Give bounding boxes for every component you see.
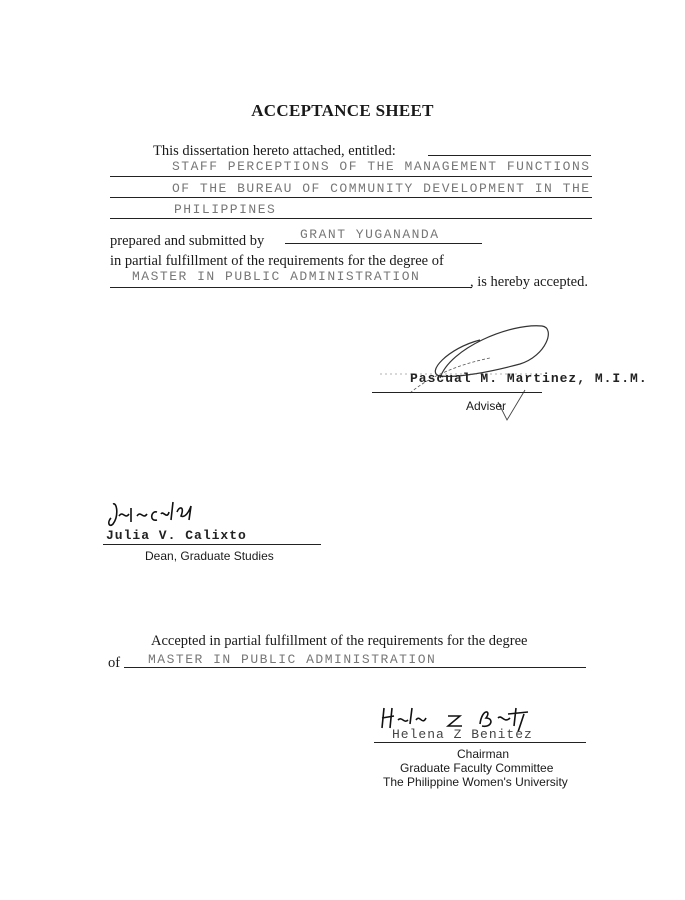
- adviser-rule: [372, 392, 542, 393]
- intro-text: This dissertation hereto attached, entitled:: [153, 143, 396, 159]
- chairman-role: Chairman: [457, 747, 510, 761]
- dissertation-title-line-3: PHILIPPINES: [174, 202, 277, 217]
- chairman-university: The Philippine Women's University: [383, 775, 568, 789]
- dean-rule: [103, 544, 321, 545]
- dean-name: Julia V. Calixto: [106, 528, 247, 543]
- prepared-label: prepared and submitted by: [110, 233, 265, 249]
- author-rule: [285, 243, 482, 244]
- accepted-text: , is hereby accepted.: [470, 274, 588, 290]
- intro-rule: [428, 155, 591, 156]
- partial-fulfillment-text: in partial fulfillment of the requirements for the degree of: [110, 253, 444, 269]
- title-rule-1: [110, 176, 592, 177]
- chairman-rule: [374, 742, 586, 743]
- chairman-committee: Graduate Faculty Committee: [400, 761, 554, 775]
- author-name: GRANT YUGANANDA: [300, 227, 440, 242]
- title-rule-3: [110, 218, 592, 219]
- final-degree-name: MASTER IN PUBLIC ADMINISTRATION: [148, 652, 437, 667]
- dean-signature: [105, 498, 225, 532]
- dean-role: Dean, Graduate Studies: [145, 549, 274, 563]
- final-of-label: of: [108, 655, 121, 671]
- degree-name: MASTER IN PUBLIC ADMINISTRATION: [132, 269, 421, 284]
- dissertation-title-line-2: OF THE BUREAU OF COMMUNITY DEVELOPMENT IN THE: [172, 181, 591, 196]
- adviser-name: Pascual M. Martinez, M.I.M.: [410, 371, 648, 386]
- page-title: ACCEPTANCE SHEET: [251, 101, 434, 120]
- final-degree-rule: [124, 667, 586, 668]
- degree-rule: [110, 287, 472, 288]
- final-acceptance-text: Accepted in partial fulfillment of the requirements for the degree: [151, 633, 528, 649]
- adviser-role: Adviser: [466, 399, 507, 413]
- chairman-name: Helena Z Benitez: [392, 727, 533, 742]
- dissertation-title-line-1: STAFF PERCEPTIONS OF THE MANAGEMENT FUNCTIONS: [172, 159, 591, 174]
- title-rule-2: [110, 197, 592, 198]
